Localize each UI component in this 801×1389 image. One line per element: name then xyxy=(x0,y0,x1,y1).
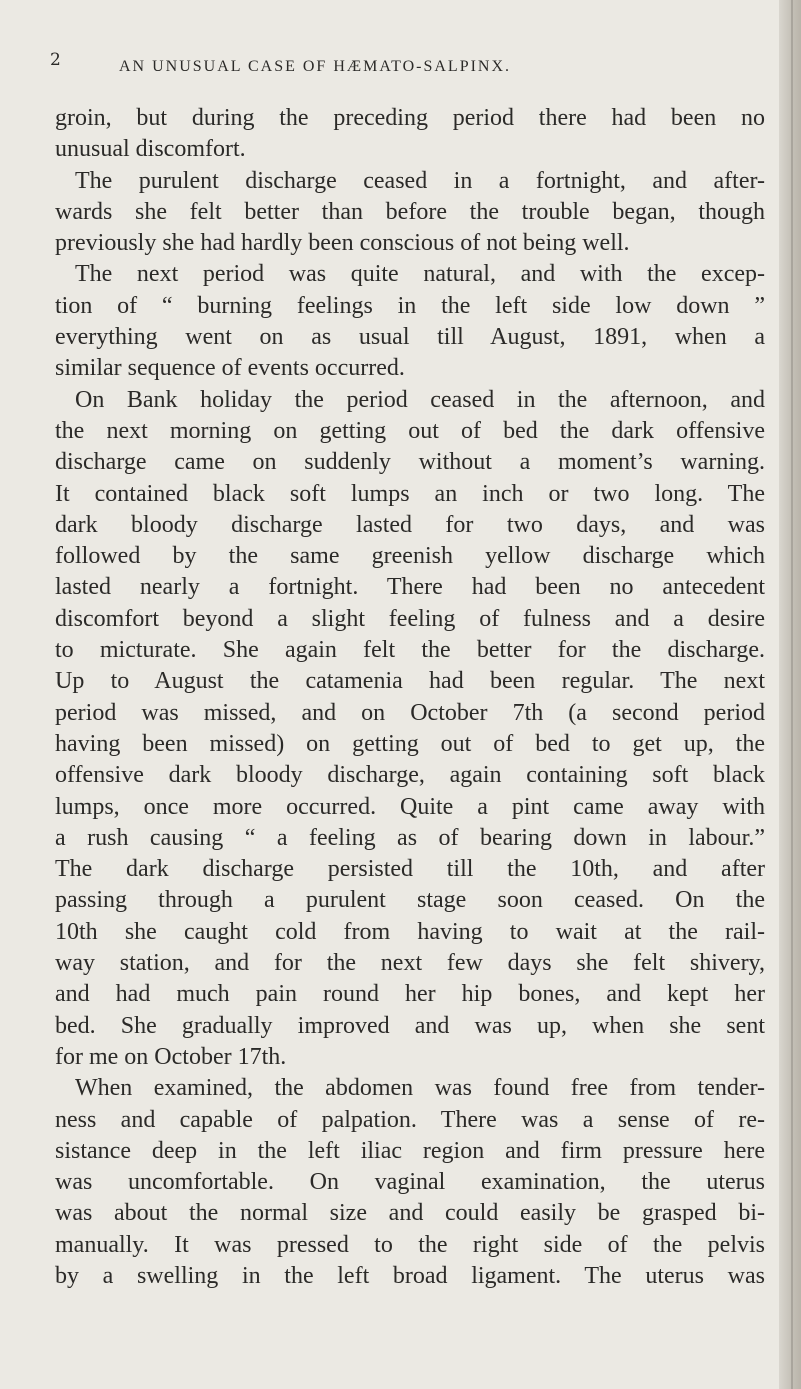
text-line: and had much pain round her hip bones, and kept her xyxy=(55,981,765,1008)
text-line: previously she had hardly been conscious of not being well. xyxy=(55,230,630,257)
text-line: The dark discharge persisted till the 10th, and after xyxy=(55,856,765,883)
text-line: for me on October 17th. xyxy=(55,1043,287,1070)
text-line: ness and capable of palpation. There was a sense of re- xyxy=(55,1106,765,1133)
text-line: followed by the same greenish yellow discharge which xyxy=(55,543,765,570)
text-line: lumps, once more occurred. Quite a pint came away with xyxy=(55,793,765,820)
page-edge-shadow xyxy=(779,0,801,1389)
text-line: having been missed) on getting out of bed to get up, the xyxy=(55,730,765,757)
text-line: The purulent discharge ceased in a fortnight, and after- xyxy=(75,167,765,194)
text-line: was about the normal size and could easily be grasped bi- xyxy=(55,1200,765,1227)
text-line: was uncomfortable. On vaginal examination, the uterus xyxy=(55,1169,765,1196)
text-line: dark bloody discharge lasted for two days, and was xyxy=(55,511,765,538)
text-line: groin, but during the preceding period there had been no xyxy=(55,105,765,131)
text-line: manually. It was pressed to the right side of the pelvis xyxy=(55,1231,765,1258)
text-line: wards she felt better than before the trouble began, though xyxy=(55,198,765,225)
text-line: tion of “ burning feelings in the left side low down ” xyxy=(55,292,765,319)
text-line: to micturate. She again felt the better for the discharge. xyxy=(55,637,765,664)
text-line: discomfort beyond a slight feeling of fulness and a desire xyxy=(55,605,765,632)
text-line: unusual discomfort. xyxy=(55,136,246,163)
page-number: 2 xyxy=(50,50,62,70)
text-line: It contained black soft lumps an inch or two long. The xyxy=(55,480,765,507)
text-line: sistance deep in the left iliac region and firm pressure here xyxy=(55,1137,765,1164)
text-line: The next period was quite natural, and with the excep- xyxy=(75,261,765,288)
text-line: similar sequence of events occurred. xyxy=(55,355,405,382)
running-head: AN UNUSUAL CASE OF HÆMATO-SALPINX. xyxy=(119,58,512,75)
text-line: Up to August the catamenia had been regular. The next xyxy=(55,668,765,695)
text-line: a rush causing “ a feeling as of bearing down in labour.” xyxy=(55,824,765,851)
text-line: the next morning on getting out of bed the dark offensive xyxy=(55,417,765,444)
text-line: discharge came on suddenly without a moment’s warning. xyxy=(55,449,765,476)
text-line: way station, and for the next few days she felt shivery, xyxy=(55,950,765,977)
binding-line xyxy=(791,0,793,1389)
text-line: offensive dark bloody discharge, again containing soft black xyxy=(55,762,765,789)
text-line: everything went on as usual till August, 1891, when a xyxy=(55,324,765,351)
text-line: passing through a purulent stage soon ceased. On the xyxy=(55,887,765,914)
text-line: by a swelling in the left broad ligament. The uterus was xyxy=(55,1262,765,1289)
text-line: period was missed, and on October 7th (a second period xyxy=(55,699,765,726)
text-line: bed. She gradually improved and was up, when she sent xyxy=(55,1012,765,1039)
body-text xyxy=(55,103,765,1292)
text-line: 10th she caught cold from having to wait at the rail- xyxy=(55,918,765,945)
text-line: When examined, the abdomen was found free from tender- xyxy=(75,1075,765,1102)
text-line: lasted nearly a fortnight. There had been no antecedent xyxy=(55,574,765,601)
text-line: On Bank holiday the period ceased in the afternoon, and xyxy=(75,386,765,413)
